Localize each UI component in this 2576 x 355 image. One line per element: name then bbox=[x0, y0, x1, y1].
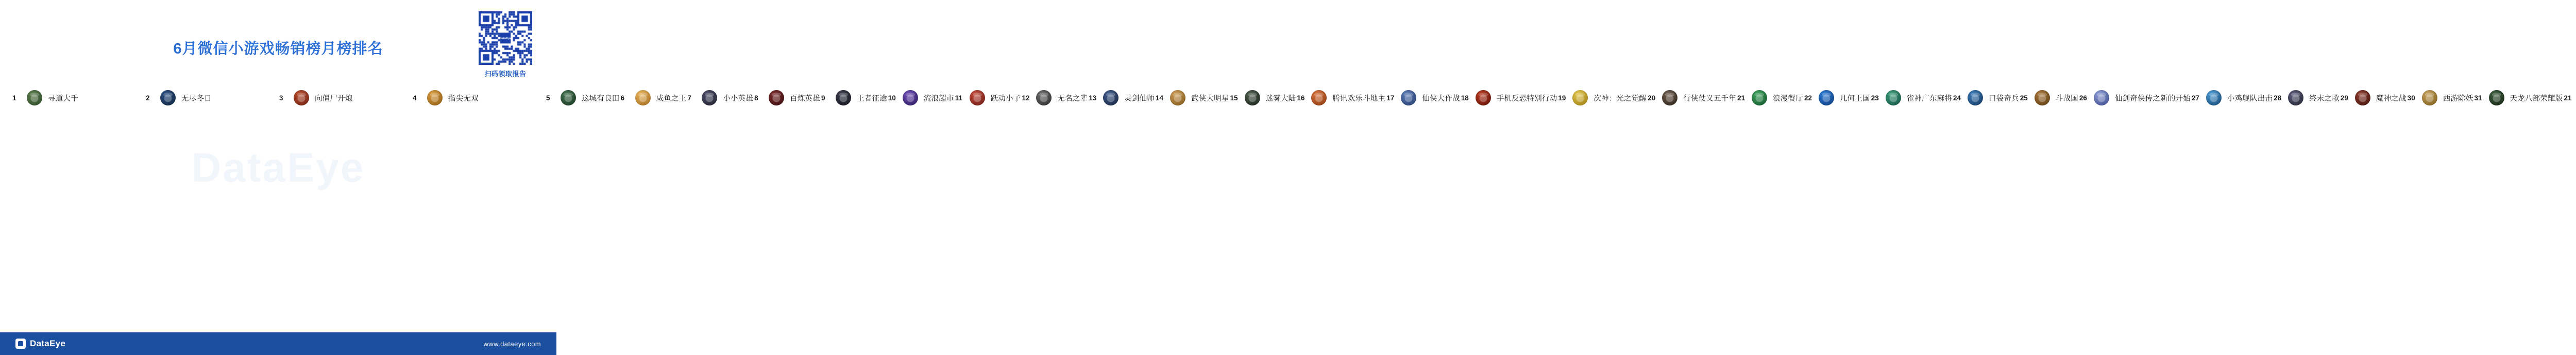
game-name: 无尽冬日 bbox=[181, 94, 212, 103]
rank-row[interactable] bbox=[545, 86, 620, 109]
game-icon bbox=[1036, 90, 1052, 105]
game-icon bbox=[970, 90, 985, 105]
game-name: 咸鱼之王 bbox=[656, 94, 687, 103]
game-name: 天龙八部荣耀版 bbox=[2510, 94, 2563, 103]
rank-row[interactable] bbox=[2078, 86, 2191, 109]
game-icon bbox=[1662, 90, 1677, 105]
rank-number: 26 bbox=[2079, 94, 2087, 102]
game-name: 小鸡舰队出击 bbox=[2227, 94, 2273, 103]
rank-number: 17 bbox=[1386, 94, 1395, 102]
game-icon bbox=[1311, 90, 1327, 105]
rank-number: 15 bbox=[1230, 94, 1238, 102]
rank-row[interactable] bbox=[1803, 86, 1870, 109]
rank-row[interactable] bbox=[1296, 86, 1385, 109]
footer-bar bbox=[0, 332, 556, 355]
game-icon bbox=[27, 90, 42, 105]
rank-row[interactable] bbox=[1021, 86, 1088, 109]
rank-row[interactable] bbox=[1557, 86, 1647, 109]
rank-number: 13 bbox=[1089, 94, 1097, 102]
rank-row[interactable] bbox=[2019, 86, 2078, 109]
game-icon bbox=[160, 90, 176, 105]
rank-row[interactable] bbox=[753, 86, 820, 109]
game-name: 西游除妖 bbox=[2443, 94, 2473, 103]
game-name: 百炼英雄 bbox=[790, 94, 820, 103]
rank-number: 29 bbox=[2340, 94, 2348, 102]
rank-row[interactable] bbox=[2406, 86, 2473, 109]
rank-number: 20 bbox=[1648, 94, 1656, 102]
game-icon bbox=[1401, 90, 1416, 105]
rank-row[interactable] bbox=[2191, 86, 2273, 109]
game-icon bbox=[2288, 90, 2303, 105]
rank-row[interactable] bbox=[1385, 86, 1460, 109]
game-name: 次神：光之觉醒 bbox=[1594, 94, 1647, 103]
footer-brand: DataEye bbox=[30, 339, 66, 348]
rank-row[interactable] bbox=[2563, 86, 2576, 109]
rank-number: 9 bbox=[821, 94, 825, 102]
rank-row[interactable] bbox=[1647, 86, 1736, 109]
rank-row[interactable] bbox=[1870, 86, 1952, 109]
game-icon bbox=[2206, 90, 2222, 105]
qr-block[interactable] bbox=[477, 11, 534, 78]
rank-number: 21 bbox=[1737, 94, 1745, 102]
rank-number: 12 bbox=[1022, 94, 1030, 102]
rank-number: 28 bbox=[2274, 94, 2282, 102]
rank-row[interactable] bbox=[1736, 86, 1803, 109]
rank-row[interactable] bbox=[887, 86, 954, 109]
game-icon bbox=[1819, 90, 1834, 105]
rank-row[interactable] bbox=[1952, 86, 2019, 109]
game-icon bbox=[2422, 90, 2437, 105]
rank-row[interactable] bbox=[1460, 86, 1557, 109]
rank-row[interactable] bbox=[1229, 86, 1296, 109]
game-name: 行侠仗义五千年 bbox=[1683, 94, 1737, 103]
game-name: 王者征途 bbox=[856, 94, 887, 103]
rank-row[interactable] bbox=[11, 86, 145, 109]
rank-row[interactable] bbox=[2340, 86, 2406, 109]
rank-number: 25 bbox=[2020, 94, 2028, 102]
rank-number: 1 bbox=[12, 94, 16, 102]
game-icon bbox=[1886, 90, 1901, 105]
rank-row[interactable] bbox=[2473, 86, 2563, 109]
game-icon bbox=[294, 90, 309, 105]
dataeye-logo-icon bbox=[15, 339, 26, 349]
game-name: 武侠大明星 bbox=[1191, 94, 1229, 103]
game-name: 口袋奇兵 bbox=[1988, 94, 2019, 103]
game-icon bbox=[2035, 90, 2050, 105]
game-icon bbox=[427, 90, 443, 105]
game-name: 腾讯欢乐斗地主 bbox=[1332, 94, 1386, 103]
rank-row[interactable] bbox=[278, 86, 412, 109]
footer-url: www.dataeye.com bbox=[483, 340, 541, 348]
game-icon bbox=[903, 90, 918, 105]
rank-number: 24 bbox=[1953, 94, 1961, 102]
game-icon bbox=[2094, 90, 2109, 105]
rank-row[interactable] bbox=[412, 86, 545, 109]
rank-number: 27 bbox=[2191, 94, 2199, 102]
game-icon bbox=[1968, 90, 1983, 105]
game-name: 仙剑奇侠传之新的开始 bbox=[2114, 94, 2191, 103]
game-name: 几何王国 bbox=[1839, 94, 1870, 103]
game-name: 斗战国 bbox=[2055, 94, 2078, 103]
rank-number: 3 bbox=[279, 94, 283, 102]
qr-caption: 扫码领取报告 bbox=[484, 70, 527, 78]
qr-code-image[interactable] bbox=[479, 11, 532, 65]
game-icon bbox=[1170, 90, 1185, 105]
rank-number: 19 bbox=[1558, 94, 1566, 102]
game-name: 手机反恐特别行动 bbox=[1496, 94, 1557, 103]
rank-row[interactable] bbox=[145, 86, 278, 109]
game-name: 小小英雄 bbox=[723, 94, 754, 103]
game-icon bbox=[2355, 90, 2370, 105]
game-icon bbox=[635, 90, 651, 105]
game-icon bbox=[836, 90, 851, 105]
game-name: 雀神广东麻将 bbox=[1906, 94, 1952, 103]
rank-number: 4 bbox=[413, 94, 417, 102]
game-name: 流浪超市 bbox=[923, 94, 954, 103]
game-icon bbox=[1245, 90, 1260, 105]
game-icon bbox=[2489, 90, 2504, 105]
rank-number: 6 bbox=[620, 94, 625, 102]
game-icon bbox=[1476, 90, 1491, 105]
rank-row[interactable] bbox=[620, 86, 687, 109]
rank-number: 21 bbox=[2564, 94, 2572, 102]
rank-number: 10 bbox=[888, 94, 896, 102]
game-name: 仙侠大作战 bbox=[1422, 94, 1460, 103]
game-icon bbox=[702, 90, 717, 105]
rank-number: 5 bbox=[546, 94, 550, 102]
game-name: 无名之辈 bbox=[1057, 94, 1088, 103]
rank-number: 7 bbox=[687, 94, 691, 102]
rank-number: 8 bbox=[754, 94, 758, 102]
game-name: 向僵尸开炮 bbox=[315, 94, 353, 103]
game-name: 浪漫餐厅 bbox=[1773, 94, 1803, 103]
game-name: 寻道大千 bbox=[48, 94, 78, 103]
game-name: 灵剑仙师 bbox=[1124, 94, 1155, 103]
game-icon bbox=[1103, 90, 1118, 105]
ranking-grid bbox=[11, 86, 2572, 109]
footer-logo bbox=[15, 339, 65, 349]
rank-number: 18 bbox=[1461, 94, 1469, 102]
rank-number: 31 bbox=[2474, 94, 2482, 102]
rank-number: 2 bbox=[146, 94, 150, 102]
rank-row[interactable] bbox=[1088, 86, 1155, 109]
rank-row[interactable] bbox=[954, 86, 1021, 109]
rank-row[interactable] bbox=[820, 86, 887, 109]
rank-row[interactable] bbox=[2273, 86, 2340, 109]
game-name: 这城有良田 bbox=[582, 94, 620, 103]
rank-number: 30 bbox=[2407, 94, 2415, 102]
rank-number: 16 bbox=[1297, 94, 1305, 102]
game-icon bbox=[561, 90, 576, 105]
rank-number: 22 bbox=[1804, 94, 1812, 102]
game-name: 迷雾大陆 bbox=[1265, 94, 1296, 103]
game-icon bbox=[1572, 90, 1588, 105]
game-icon bbox=[1752, 90, 1767, 105]
rank-number: 14 bbox=[1156, 94, 1164, 102]
watermark: DataEye bbox=[191, 145, 365, 190]
game-name: 指尖无双 bbox=[448, 94, 479, 103]
rank-number: 23 bbox=[1871, 94, 1879, 102]
game-icon bbox=[769, 90, 784, 105]
game-name: 跃动小子 bbox=[990, 94, 1021, 103]
rank-number: 11 bbox=[955, 94, 962, 102]
rank-row[interactable] bbox=[686, 86, 753, 109]
rank-row[interactable] bbox=[1155, 86, 1229, 109]
game-name: 终末之歌 bbox=[2309, 94, 2340, 103]
page-title: 6月微信小游戏畅销榜月榜排名 bbox=[173, 41, 383, 57]
game-name: 魔神之战 bbox=[2376, 94, 2406, 103]
